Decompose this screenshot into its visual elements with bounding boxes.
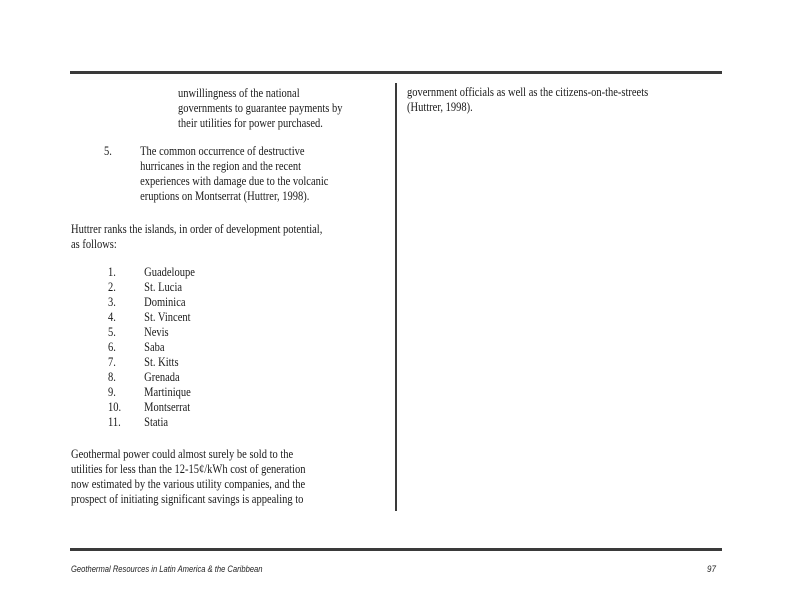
text-line: governments to guarantee payments by — [178, 101, 343, 115]
list-item-number: 10. — [108, 400, 122, 414]
item-text — [140, 144, 328, 204]
list-item-number: 3. — [108, 295, 116, 309]
list-item — [108, 385, 195, 400]
list-item — [108, 325, 195, 340]
footer-page-number: 97 — [707, 564, 716, 575]
list-item-number: 1. — [108, 265, 116, 279]
text-line: as follows: — [71, 237, 117, 251]
text-line: their utilities for power purchased. — [178, 116, 323, 130]
list-item-number: 7. — [108, 355, 116, 369]
list-item-name: St. Lucia — [144, 280, 183, 294]
text-line: prospect of initiating significant savings is appealing to — [71, 492, 304, 506]
list-item-number: 6. — [108, 340, 116, 354]
text-line: Huttrer ranks the islands, in order of development potential, — [71, 222, 323, 236]
list-item-name: Grenada — [144, 370, 180, 384]
top-rule — [70, 71, 722, 74]
list-item-number: 4. — [108, 310, 116, 324]
list-item — [108, 265, 195, 280]
list-item-name: Statia — [144, 415, 169, 429]
list-item — [108, 310, 195, 325]
right-column-paragraph — [407, 85, 648, 115]
list-item — [108, 340, 195, 355]
list-item — [108, 280, 195, 295]
text-line: now estimated by the various utility companies, and the — [71, 477, 306, 491]
list-item-name: Guadeloupe — [144, 265, 195, 279]
continuation-paragraph — [178, 86, 342, 131]
closing-paragraph — [71, 447, 305, 507]
list-item-number: 2. — [108, 280, 116, 294]
list-item-name: St. Kitts — [144, 355, 179, 369]
list-item — [108, 400, 195, 415]
text-line: government officials as well as the citizens-on-the-streets — [407, 85, 649, 99]
text-line: unwillingness of the national — [178, 86, 300, 100]
ranking-intro-paragraph — [71, 222, 322, 252]
text-line: Geothermal power could almost surely be sold to the — [71, 447, 294, 461]
text-line: eruptions on Montserrat (Huttrer, 1998). — [140, 189, 310, 203]
list-item — [108, 370, 195, 385]
list-item-name: Montserrat — [144, 400, 191, 414]
footer-book-title: Geothermal Resources in Latin America & the Caribbean — [71, 564, 263, 575]
bottom-rule — [70, 548, 722, 551]
list-item — [108, 415, 195, 430]
column-divider-rule — [395, 83, 397, 511]
island-ranking-list — [108, 265, 195, 430]
list-item — [108, 355, 195, 370]
list-item-name: Saba — [144, 340, 165, 354]
list-item-name: Dominica — [144, 295, 186, 309]
list-item-name: St. Vincent — [144, 310, 191, 324]
numbered-item-5 — [104, 144, 328, 204]
list-item-number: 11. — [108, 415, 121, 429]
list-item-name: Nevis — [144, 325, 169, 339]
item-number: 5. — [104, 144, 112, 158]
list-item-name: Martinique — [144, 385, 191, 399]
list-item — [108, 295, 195, 310]
text-line: experiences with damage due to the volcanic — [140, 174, 329, 188]
text-line: (Huttrer, 1998). — [407, 100, 473, 114]
list-item-number: 8. — [108, 370, 116, 384]
text-line: hurricanes in the region and the recent — [140, 159, 302, 173]
text-line: utilities for less than the 12-15¢/kWh cost of generation — [71, 462, 306, 476]
list-item-number: 9. — [108, 385, 116, 399]
text-line: The common occurrence of destructive — [140, 144, 305, 158]
list-item-number: 5. — [108, 325, 116, 339]
